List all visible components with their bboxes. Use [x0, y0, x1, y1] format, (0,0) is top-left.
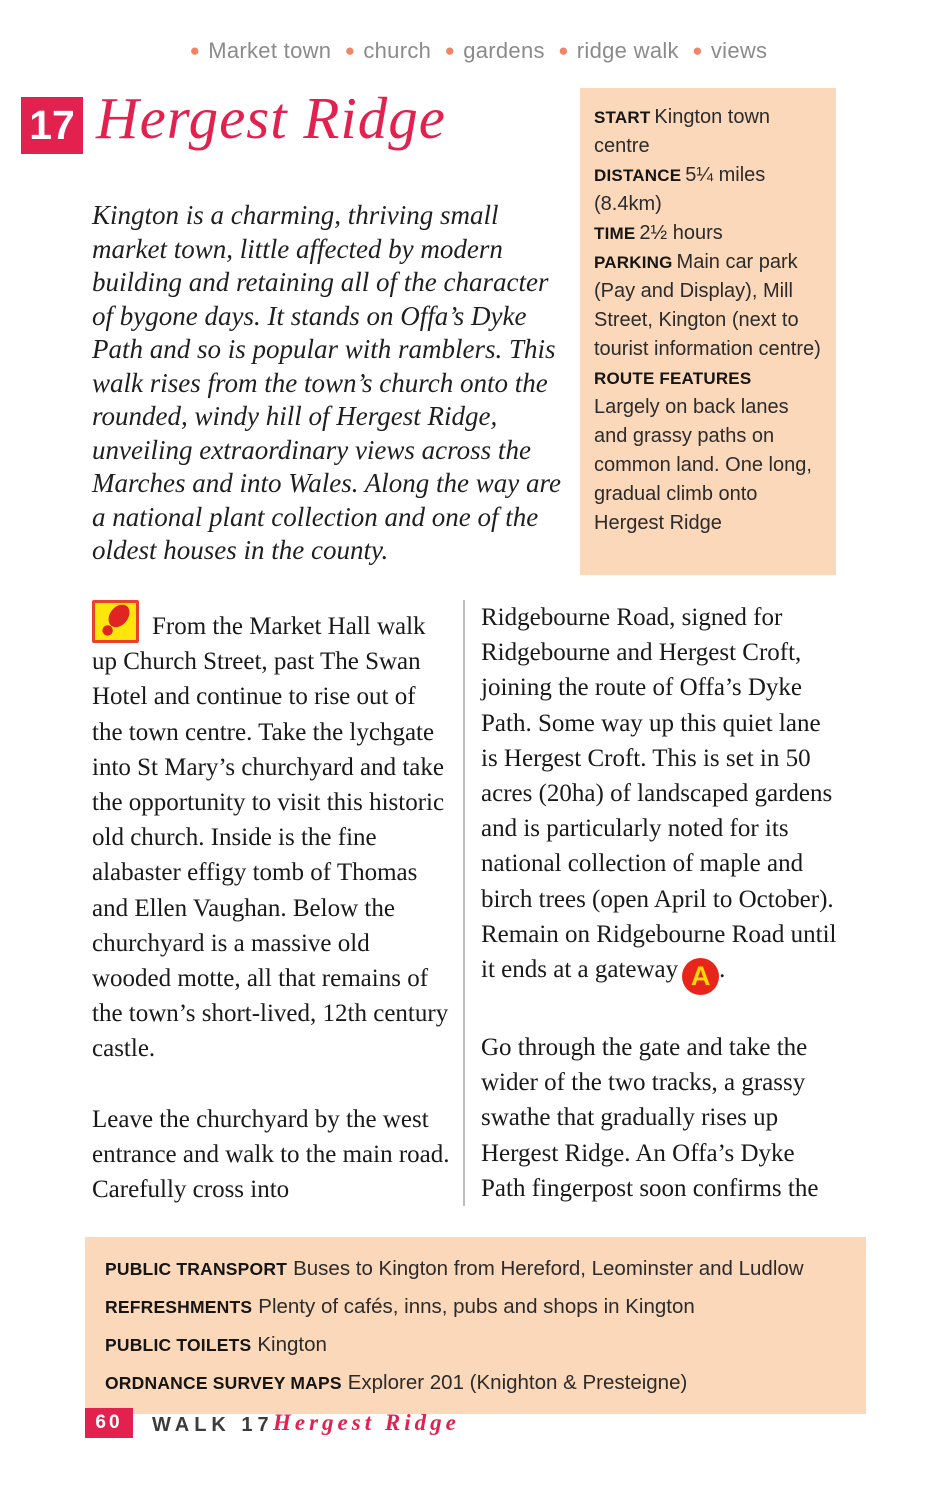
bullet-icon: ●: [558, 41, 569, 60]
paragraph-text: Leave the churchyard by the west entrance and walk to the main road. Carefully cross into: [92, 1105, 450, 1204]
bullet-icon: ●: [344, 41, 356, 60]
info-row-start: [594, 103, 824, 161]
paragraph-text: .: [719, 956, 726, 984]
info-row-refreshments: [105, 1288, 850, 1326]
info-value: Largely on back lanes and grassy paths on common land. One long, gradual climb onto Hergest Ridge: [594, 396, 812, 534]
waypoint-a-marker: A: [682, 958, 719, 995]
tagline-item-label: church: [363, 38, 432, 63]
tagline-item-label: views: [710, 38, 768, 63]
paragraph-text: Ridgebourne Road, signed for Ridgebourne and Hergest Croft, joining the route of Offa’s Dyke Path. Some way up this quiet lane is Hergest Croft. This is set in 50 acres (20ha) of landscaped gardens and is particularly noted for its national collection of maple and birch trees (open April to October). Remain on Ridgebourne Road until it ends at a gateway: [481, 604, 837, 984]
walk-number-badge: 17: [21, 97, 83, 154]
info-row-parking: [594, 248, 824, 364]
info-value: Explorer 201 (Knighton & Presteigne): [347, 1371, 688, 1394]
page-number-badge: 60: [85, 1408, 133, 1438]
info-row-public-transport: [105, 1250, 850, 1288]
info-label: DISTANCE: [594, 166, 682, 185]
paragraph-text: Go through the gate and take the wider of the two tracks, a grassy swathe that gradually rises up Hergest Ridge. An Offa’s Dyke Path fingerpost soon confirms the: [481, 1034, 819, 1202]
tagline-item-label: Market town: [208, 38, 332, 63]
intro-paragraph: Kington is a charming, thriving small market town, little affected by modern building and retaining all of the character of bygone days. It stands on Offa’s Dyke Path and so is popular with ramblers. This walk rises from the town’s church onto the rounded, windy hill of Hergest Ridge, unveiling extraordinary views across the Marches and into Wales. Along the way are a national plant collection and one of the oldest houses in the county.: [92, 200, 561, 565]
bullet-icon: ●: [444, 41, 456, 60]
walk-info-box: [580, 88, 836, 575]
footer-walk-label: WALK 17: [152, 1414, 274, 1436]
footer-walk-title: Hergest Ridge: [273, 1410, 460, 1435]
practical-info-box: [85, 1237, 866, 1414]
body-column-left: [92, 600, 450, 1207]
info-value: Buses to Kington from Hereford, Leominster and Ludlow: [293, 1257, 804, 1280]
walk-directions-paragraph: [92, 1102, 450, 1208]
info-label: PUBLIC TOILETS: [105, 1335, 252, 1355]
info-label: ROUTE FEATURES: [594, 369, 752, 388]
info-label: PUBLIC TRANSPORT: [105, 1259, 288, 1279]
info-label: START: [594, 108, 651, 127]
paragraph-text: From the Market Hall walk up Church Street, past The Swan Hotel and continue to rise out of the town centre. Take the lychgate into St Mary’s churchyard and take the opportunity to visit this historic old church. Inside is the fine alabaster effigy tomb of Thomas and Ellen Vaughan. Below the churchyard is a massive old wooded motte, all that remains of the town’s short-lived, 12th century castle.: [92, 613, 449, 1063]
body-column-right: [481, 600, 839, 1206]
info-row-time: [594, 219, 824, 248]
info-value: Kington town centre: [594, 106, 771, 157]
info-row-public-toilets: [105, 1326, 850, 1364]
walk-directions-paragraph: [481, 600, 839, 995]
info-value: Kington: [257, 1333, 327, 1356]
walk-directions-paragraph: [92, 600, 450, 1067]
info-row-distance: [594, 161, 824, 219]
topic-tagline: [0, 38, 950, 64]
tagline-item: [438, 38, 545, 63]
tagline-item: [685, 38, 767, 63]
info-value: 5¼ miles (8.4km): [594, 164, 766, 215]
info-row-os-maps: [105, 1364, 850, 1402]
info-label: REFRESHMENTS: [105, 1297, 253, 1317]
walk-directions-paragraph: [481, 1030, 839, 1206]
info-row-route-features: [594, 364, 824, 538]
bullet-icon: ●: [189, 41, 201, 60]
column-divider: [463, 600, 465, 1206]
info-value: 2½ hours: [639, 222, 723, 244]
tagline-item: [183, 38, 332, 63]
tagline-item-label: gardens: [463, 38, 545, 63]
info-value: Plenty of cafés, inns, pubs and shops in Kington: [258, 1295, 695, 1318]
tagline-item: [338, 38, 431, 63]
page-title: Hergest Ridge: [96, 85, 446, 151]
bullet-icon: ●: [692, 41, 703, 60]
info-value: Main car park (Pay and Display), Mill Street, Kington (next to tourist information centre): [594, 251, 821, 360]
info-label: ORDNANCE SURVEY MAPS: [105, 1373, 342, 1393]
tagline-item: [551, 38, 679, 63]
info-label: PARKING: [594, 253, 673, 272]
footprint-icon: [92, 600, 139, 643]
tagline-item-label: ridge walk: [576, 38, 679, 63]
info-label: TIME: [594, 224, 636, 243]
